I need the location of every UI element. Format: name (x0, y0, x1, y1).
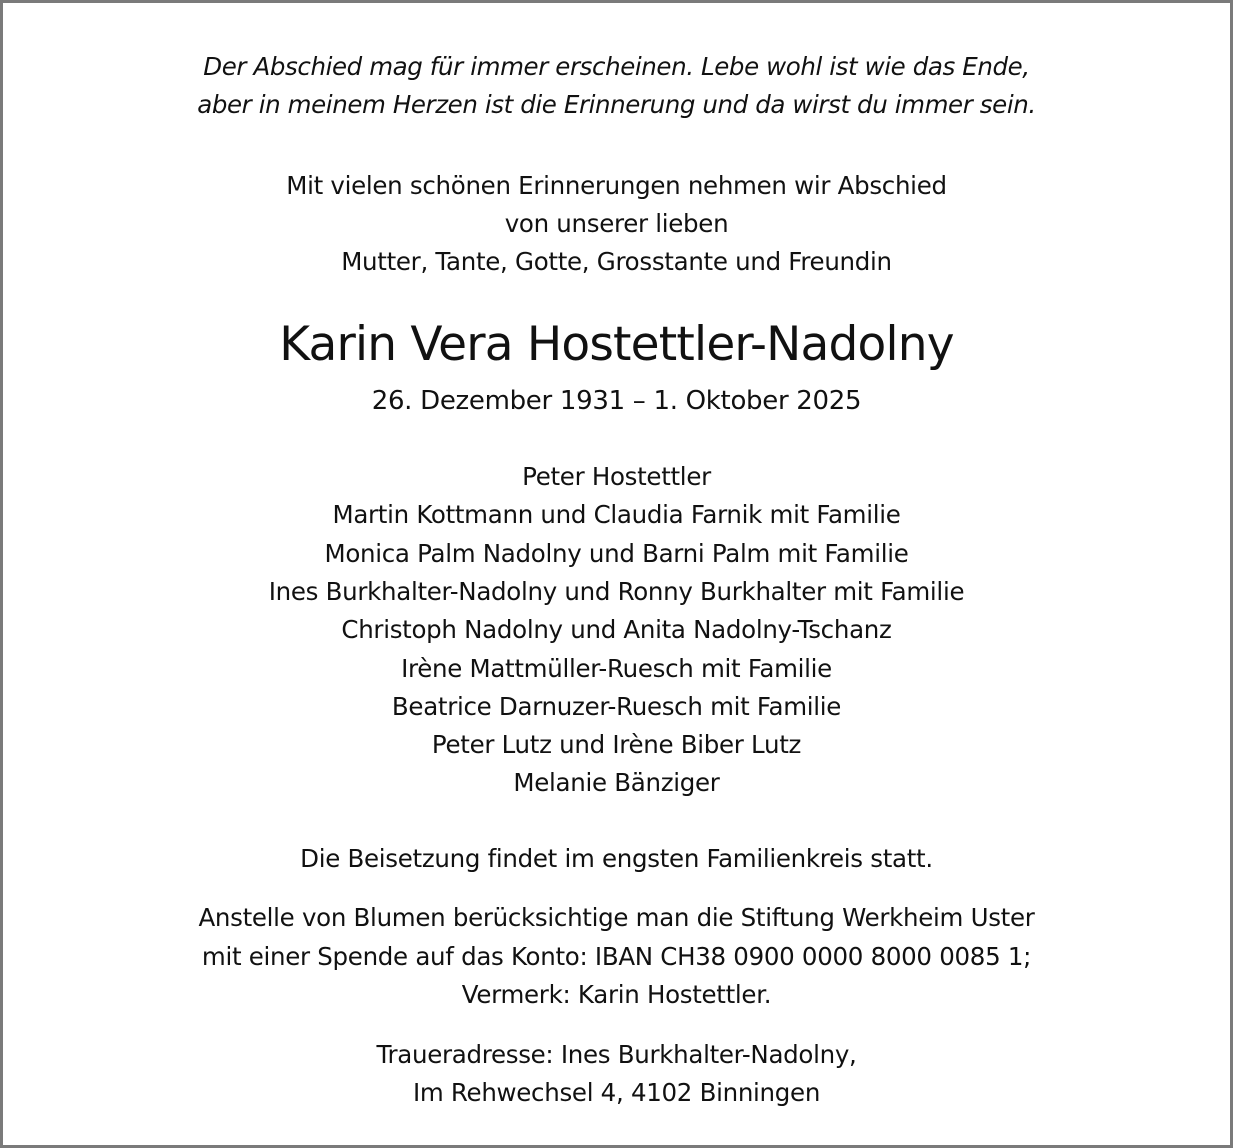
mourner-line: Ines Burkhalter-Nadolny und Ronny Burkhalter mit Familie (268, 577, 965, 606)
burial-note: Die Beisetzung findet im engsten Familienkreis statt. (300, 844, 933, 873)
mourner-line: Monica Palm Nadolny und Barni Palm mit Familie (324, 539, 909, 568)
mourner-line: Martin Kottmann und Claudia Farnik mit Familie (332, 500, 901, 529)
donation-line-2: mit einer Spende auf das Konto: IBAN CH38 0900 0000 8000 0085 1; (201, 942, 1032, 971)
deceased-name: Karin Vera Hostettler-Nadolny (279, 317, 954, 372)
address-line-2: Im Rehwechsel 4, 4102 Binningen (412, 1078, 821, 1107)
donation-line-1: Anstelle von Blumen berücksichtige man die Stiftung Werkheim Uster (198, 903, 1035, 932)
mourner-line: Irène Mattmüller-Ruesch mit Familie (401, 654, 832, 683)
quote-line-1: Der Abschied mag für immer erscheinen. Lebe wohl ist wie das Ende, (203, 52, 1030, 81)
life-dates: 26. Dezember 1931 – 1. Oktober 2025 (371, 386, 862, 416)
intro-line-3: Mutter, Tante, Gotte, Grosstante und Freundin (341, 247, 892, 276)
mourner-line: Melanie Bänziger (513, 768, 720, 797)
donation-line-3: Vermerk: Karin Hostettler. (461, 980, 772, 1009)
mourner-line: Beatrice Darnuzer-Ruesch mit Familie (391, 692, 842, 721)
address-line-1: Traueradresse: Ines Burkhalter-Nadolny, (376, 1040, 857, 1069)
mourner-line: Peter Hostettler (522, 462, 711, 491)
mourner-line: Christoph Nadolny und Anita Nadolny-Tschanz (341, 615, 892, 644)
intro-line-2: von unserer lieben (504, 209, 729, 238)
intro-line-1: Mit vielen schönen Erinnerungen nehmen wir Abschied (286, 171, 947, 200)
quote-line-2: aber in meinem Herzen ist die Erinnerung und da wirst du immer sein. (197, 90, 1036, 119)
mourner-line: Peter Lutz und Irène Biber Lutz (431, 730, 802, 759)
